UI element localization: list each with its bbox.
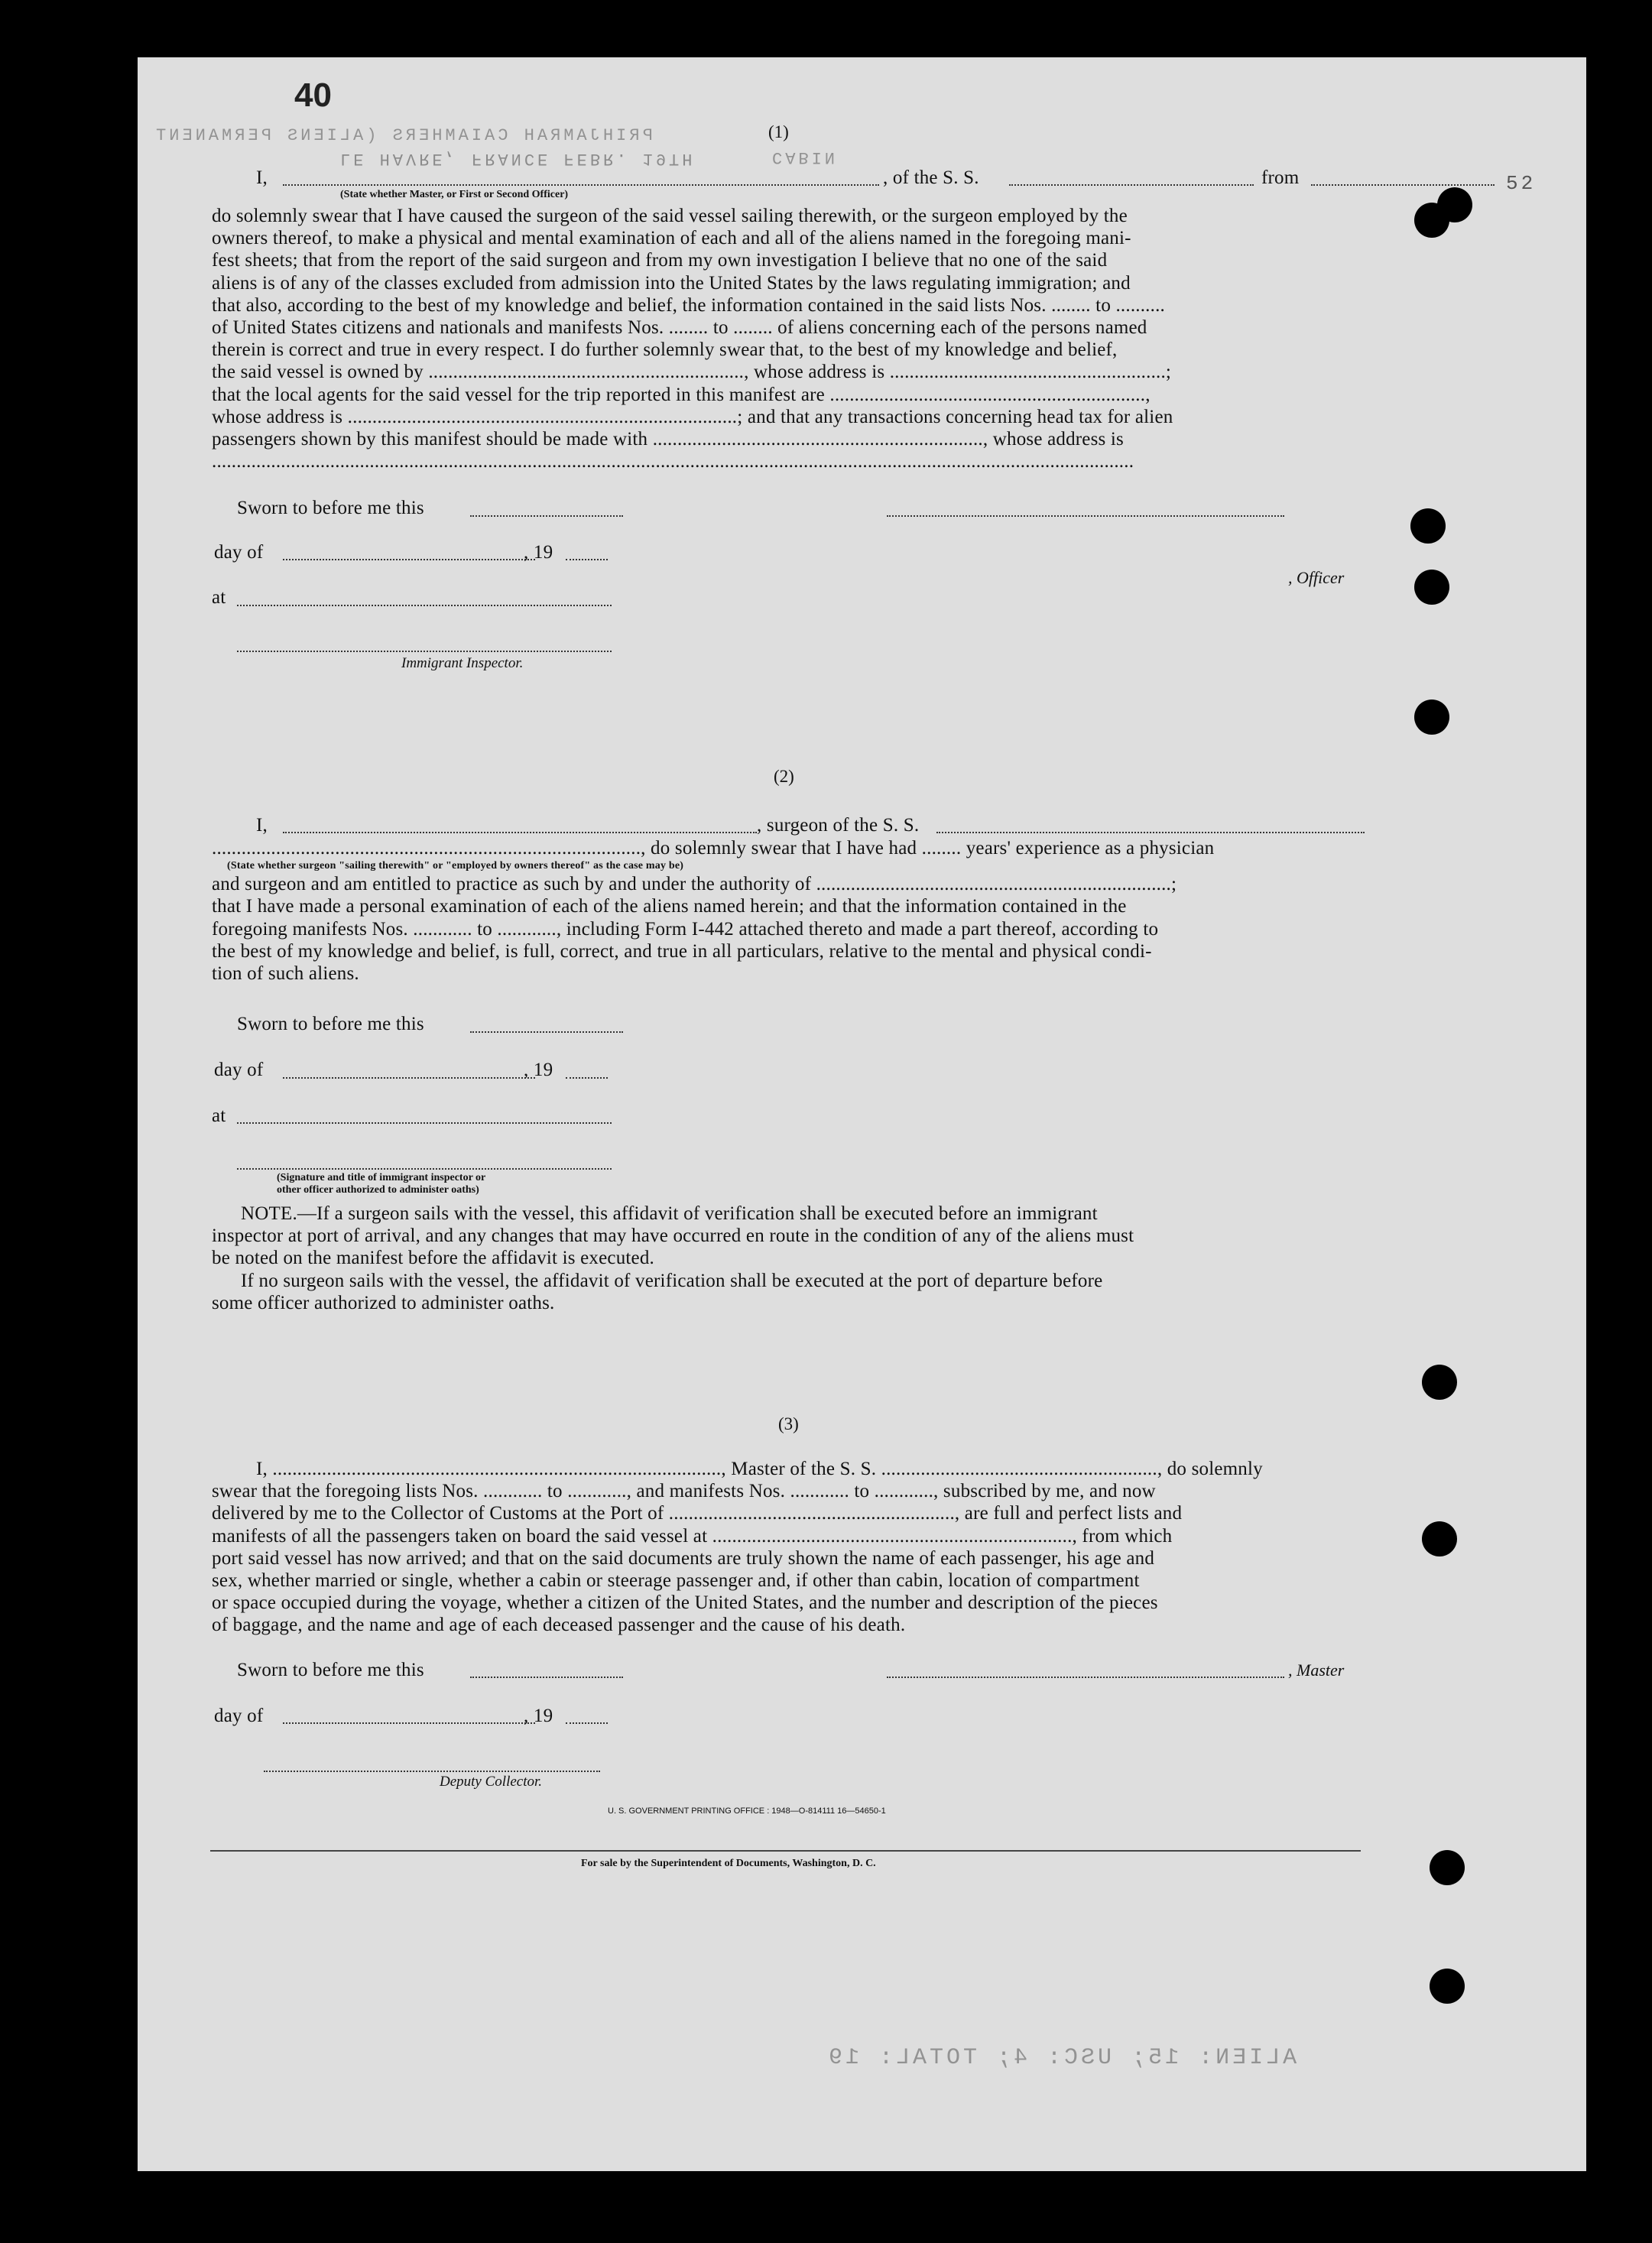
oath-line: port said vessel has now arrived; and that on the said documents are truly shown the name of each passenger, his age and <box>212 1547 1155 1569</box>
deputy-collector-title: Deputy Collector. <box>440 1774 543 1790</box>
section-1-number: (1) <box>768 122 789 141</box>
section-2-number: (2) <box>774 767 794 786</box>
oath-line: sex, whether married or single, whether a cabin or steerage passenger and, if other than cabin, location of compartment <box>212 1570 1140 1592</box>
surgeon-vessel-line <box>936 831 1365 833</box>
section-2-oath-text <box>212 837 1504 985</box>
oath-line: delivered by me to the Collector of Customs at the Port of .........................................................., are full and perfect lists and <box>212 1503 1183 1524</box>
section-1-from: from <box>1261 167 1300 188</box>
oath-line: owners thereof, to make a physical and mental examination of each and all of the aliens named in the foregoing mani- <box>212 228 1131 249</box>
section-1-nineteen: , 19 <box>524 542 553 563</box>
punch-hole <box>1410 508 1446 544</box>
master-title: , Master <box>1288 1660 1345 1680</box>
section-2-sworn: Sworn to before me this <box>237 1014 424 1034</box>
oath-line: and surgeon and am entitled to practice as such by and under the authority of ........................................................................; <box>212 874 1177 895</box>
signature-note-2: other officer authorized to administer oaths) <box>277 1184 479 1196</box>
section-1-i: I, <box>256 167 268 188</box>
section-1-sworn: Sworn to before me this <box>237 498 424 518</box>
section-1-oath-text <box>212 205 1504 472</box>
punch-hole <box>1430 1969 1465 2004</box>
oath-line: fest sheets; that from the report of the said surgeon and from my own investigation I believe that no one of the said <box>212 250 1108 271</box>
state-note: (State whether surgeon "sailing therewith" or "employed by owners thereof" as the case may be) <box>227 860 684 872</box>
inspector-signature-line <box>237 650 612 652</box>
surgeon-name-line <box>283 831 757 833</box>
oath-line: passengers shown by this manifest should be made with ..................................................................., whose address is <box>212 429 1124 450</box>
oath-line: that also, according to the best of my knowledge and belief, the information contained in the said lists Nos. ........ to .......... <box>212 294 1165 316</box>
section-3-nineteen: , 19 <box>524 1706 553 1726</box>
typed-port-line: LE HAVRE, FRANCE FEBR. 19TH <box>340 149 696 168</box>
oath-line: ......................................................................................., do solemnly swear that I have had ........ years' experience as a physician <box>212 838 1215 859</box>
deputy-signature-line <box>264 1770 600 1772</box>
mirrored-header-stamp: PRIHJAMRAH CAIAMHERS (ALIENS PERMANENT <box>153 126 653 145</box>
section-2-at: at <box>212 1105 226 1126</box>
typed-serial: 52 <box>1506 172 1537 195</box>
year-line <box>566 1722 608 1724</box>
section-1-day-of: day of <box>214 542 264 563</box>
punch-hole <box>1414 700 1449 735</box>
gpo-imprint: U. S. GOVERNMENT PRINTING OFFICE : 1948—O-814111 16—54650-1 <box>608 1806 886 1816</box>
oath-line: manifests of all the passengers taken on board the said vessel at ........................................................................., from which <box>212 1525 1173 1547</box>
punch-hole <box>1437 187 1472 222</box>
oath-line: therein is correct and true in every respect. I do further solemnly swear that, to the best of my knowledge and belief, <box>212 339 1118 361</box>
manifest-page <box>138 57 1586 2171</box>
master-signature-line <box>887 1676 1284 1678</box>
section-1-at: at <box>212 587 226 608</box>
section-3-number: (3) <box>778 1414 799 1433</box>
oath-line: do solemnly swear that I have caused the surgeon of the said vessel sailing therewith, or the surgeon employed by the <box>212 206 1128 226</box>
sworn-date-line <box>470 1676 623 1678</box>
signature-note-1: (Signature and title of immigrant inspector or <box>277 1172 486 1183</box>
oath-line: or space occupied during the voyage, whether a citizen of the United States, and the number and description of the pieces <box>212 1592 1158 1614</box>
note-line: some officer authorized to administer oaths. <box>212 1292 555 1313</box>
sworn-date-line <box>470 1031 623 1033</box>
section-1-state-note: (State whether Master, or First or Second Officer) <box>340 189 569 200</box>
oath-line: of baggage, and the name and age of each deceased passenger and the cause of his death. <box>212 1615 906 1636</box>
section-3-day-of: day of <box>214 1706 264 1726</box>
day-line <box>283 558 535 560</box>
note-line: NOTE.—If a surgeon sails with the vessel, this affidavit of verification shall be executed before an immigrant <box>241 1203 1098 1224</box>
section-2-nineteen: , 19 <box>524 1060 553 1080</box>
oath-line: aliens is of any of the classes excluded from admission into the United States by the laws regulating immigration; and <box>212 272 1131 294</box>
typed-cabin: CABIN <box>772 148 839 167</box>
typed-totals: ALIEN: 15; USC: 4; TOTAL: 19 <box>826 2045 1297 2071</box>
section-3-sworn: Sworn to before me this <box>237 1660 424 1680</box>
oath-line: tion of such aliens. <box>212 963 359 985</box>
oath-line: ........................................................................................................................................................................................... <box>212 451 1134 472</box>
page-number: 40 <box>294 76 332 114</box>
sale-notice: For sale by the Superintendent of Documents, Washington, D. C. <box>581 1858 876 1869</box>
note-line: If no surgeon sails with the vessel, the affidavit of verification shall be executed at the port of departure before <box>241 1270 1103 1291</box>
oath-line: of United States citizens and nationals and manifests Nos. ........ to ........ of aliens concerning each of the persons named <box>212 317 1147 339</box>
place-line <box>237 1122 612 1124</box>
immigrant-inspector-title: Immigrant Inspector. <box>401 655 524 671</box>
section-2-i: I, <box>256 815 268 836</box>
day-line <box>283 1722 535 1724</box>
punch-hole <box>1422 1521 1457 1556</box>
from-port-line <box>1311 183 1495 186</box>
place-line <box>237 604 612 606</box>
section-1-of-ss: , of the S. S. <box>883 167 979 188</box>
section-2-note <box>212 1203 1504 1314</box>
officer-signature-line <box>887 514 1284 517</box>
section-2-surgeon-of: , surgeon of the S. S. <box>757 815 920 836</box>
oath-line: that the local agents for the said vessel for the trip reported in this manifest are ................................................................, <box>212 384 1151 405</box>
day-line <box>283 1076 535 1079</box>
oath-line: the best of my knowledge and belief, is full, correct, and true in all particulars, relative to the mental and physical condi- <box>212 940 1152 962</box>
punch-hole <box>1430 1850 1465 1885</box>
note-line: inspector at port of arrival, and any changes that may have occurred en route in the condition of any of the aliens must <box>212 1225 1134 1247</box>
oath-line: the said vessel is owned by ................................................................, whose address is ........................................................; <box>212 362 1172 383</box>
note-line: be noted on the manifest before the affidavit is executed. <box>212 1248 654 1269</box>
oath-line: whose address is ...............................................................................; and that any transactions concerning head tax for alien <box>212 406 1173 427</box>
oath-line: that I have made a personal examination of each of the aliens named herein; and that the information contained in the <box>212 896 1127 917</box>
punch-hole <box>1422 1365 1457 1400</box>
officer-title: , Officer <box>1288 568 1345 587</box>
master-name-line <box>283 183 879 186</box>
sworn-date-line <box>470 514 623 517</box>
section-2-day-of: day of <box>214 1060 264 1080</box>
vessel-name-line <box>1009 183 1254 186</box>
oath-line: swear that the foregoing lists Nos. ............ to ............, and manifests Nos. ............ to ............, subscribed by me, and now <box>212 1481 1156 1502</box>
oath-line: I, ..........................................................................................., Master of the S. S. ........................................................, do solemnly <box>256 1459 1263 1479</box>
year-line <box>566 1076 608 1079</box>
footer-rule <box>210 1850 1361 1852</box>
inspector-signature-line <box>237 1167 612 1170</box>
oath-line: foregoing manifests Nos. ............ to ............, including Form I-442 attached thereto and made a part thereof, according to <box>212 918 1159 940</box>
section-3-oath-text <box>212 1458 1504 1637</box>
punch-hole <box>1414 570 1449 605</box>
year-line <box>566 558 608 560</box>
